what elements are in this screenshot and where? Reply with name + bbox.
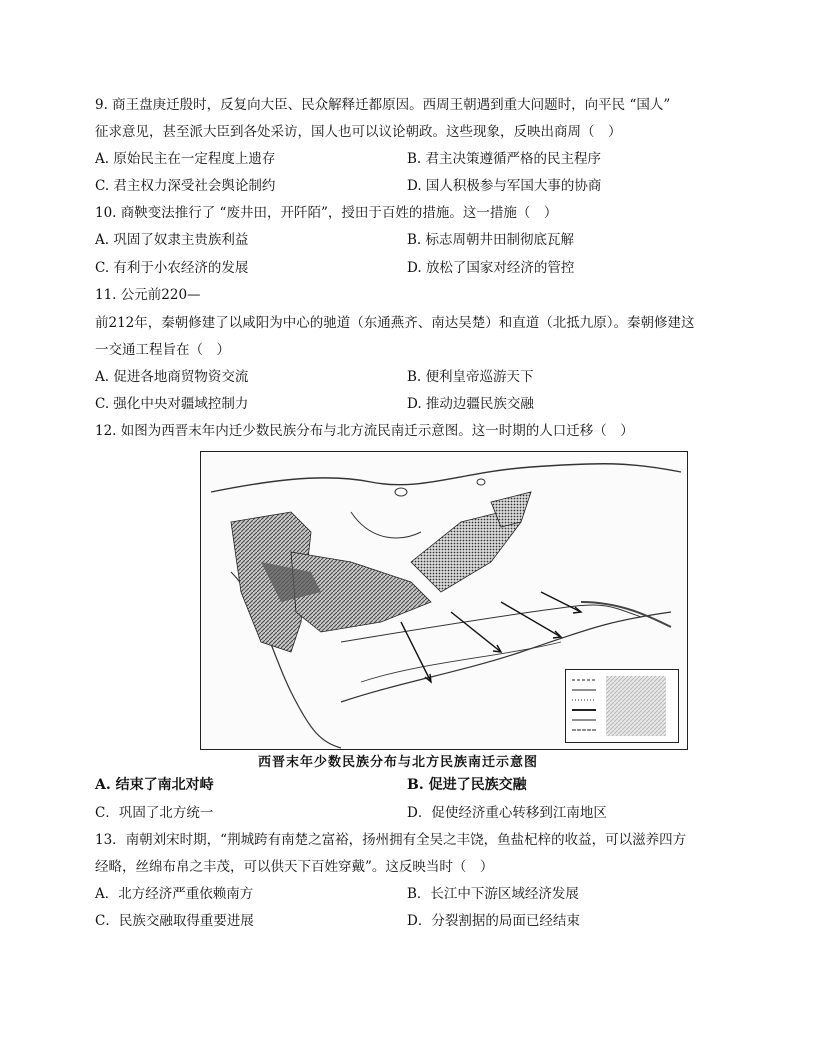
q12-stem: 12. 如图为西晋末年内迁少数民族分布与北方流民南迁示意图。这一时期的人口迁移（ ） <box>95 423 634 439</box>
q10-option-c[interactable]: C. 有利于小农经济的发展 <box>95 260 249 276</box>
q13-stem-line2: 经略，丝绵布帛之丰茂，可以供天下百姓穿戴”。这反映当时（ ） <box>95 859 494 875</box>
migration-map-image <box>200 451 688 750</box>
q9-option-d[interactable]: D. 国人积极参与军国大事的协商 <box>407 178 602 194</box>
q13-option-d[interactable]: D．分裂割据的局面已经结束 <box>407 913 580 929</box>
map-legend <box>565 669 679 743</box>
q9-stem-line1: 9. 商王盘庚迁殷时，反复向大臣、民众解释迁都原因。西周王朝遇到重大问题时，向平民 “国人” <box>95 97 671 113</box>
q9-stem-line2: 征求意见，甚至派大臣到各处采访，国人也可以议论朝政。这些现象，反映出商周（ ） <box>95 124 622 140</box>
q13-stem-line1: 13．南朝刘宋时期，“荆城跨有南楚之富裕，扬州拥有全吴之丰饶，鱼盐杞梓的收益，可以滋养四方 <box>95 832 687 848</box>
q12-option-b[interactable]: B. 促进了民族交融 <box>407 777 527 793</box>
q13-option-b[interactable]: B．长江中下游区域经济发展 <box>407 886 579 902</box>
map-caption: 西晋末年少数民族分布与北方民族南迁示意图 <box>258 755 539 770</box>
q12-option-c[interactable]: C．巩固了北方统一 <box>95 805 214 821</box>
q11-option-d[interactable]: D. 推动边疆民族交融 <box>407 396 534 412</box>
q11-stem-line2: 前212年，秦朝修建了以咸阳为中心的驰道（东通燕齐、南达吴楚）和直道（北抵九原）。秦朝修建这 <box>95 315 695 331</box>
q10-option-b[interactable]: B. 标志周朝井田制彻底瓦解 <box>407 232 575 248</box>
q11-option-a[interactable]: A. 促进各地商贸物资交流 <box>95 369 249 385</box>
q11-stem-line1: 11. 公元前220— <box>95 287 201 303</box>
q13-option-c[interactable]: C．民族交融取得重要进展 <box>95 913 254 929</box>
q11-option-c[interactable]: C. 强化中央对疆域控制力 <box>95 396 249 412</box>
q10-option-a[interactable]: A. 巩固了奴隶主贵族利益 <box>95 232 249 248</box>
legend-symbols <box>566 670 678 742</box>
q13-option-a[interactable]: A．北方经济严重依赖南方 <box>95 886 254 902</box>
q9-option-b[interactable]: B. 君主决策遵循严格的民主程序 <box>407 151 602 167</box>
q12-option-a[interactable]: A. 结束了南北对峙 <box>95 777 214 793</box>
q12-option-d[interactable]: D．促使经济重心转移到江南地区 <box>407 805 607 821</box>
q9-option-a[interactable]: A. 原始民主在一定程度上遗存 <box>95 151 276 167</box>
q10-option-d[interactable]: D. 放松了国家对经济的管控 <box>407 260 575 276</box>
q11-option-b[interactable]: B. 便利皇帝巡游天下 <box>407 369 534 385</box>
q9-option-c[interactable]: C. 君主权力深受社会舆论制约 <box>95 178 276 194</box>
q11-stem-line3: 一交通工程旨在（ ） <box>95 342 230 358</box>
q10-stem: 10. 商鞅变法推行了 “废井田，开阡陌”，授田于百姓的措施。这一措施（ ） <box>95 205 558 221</box>
